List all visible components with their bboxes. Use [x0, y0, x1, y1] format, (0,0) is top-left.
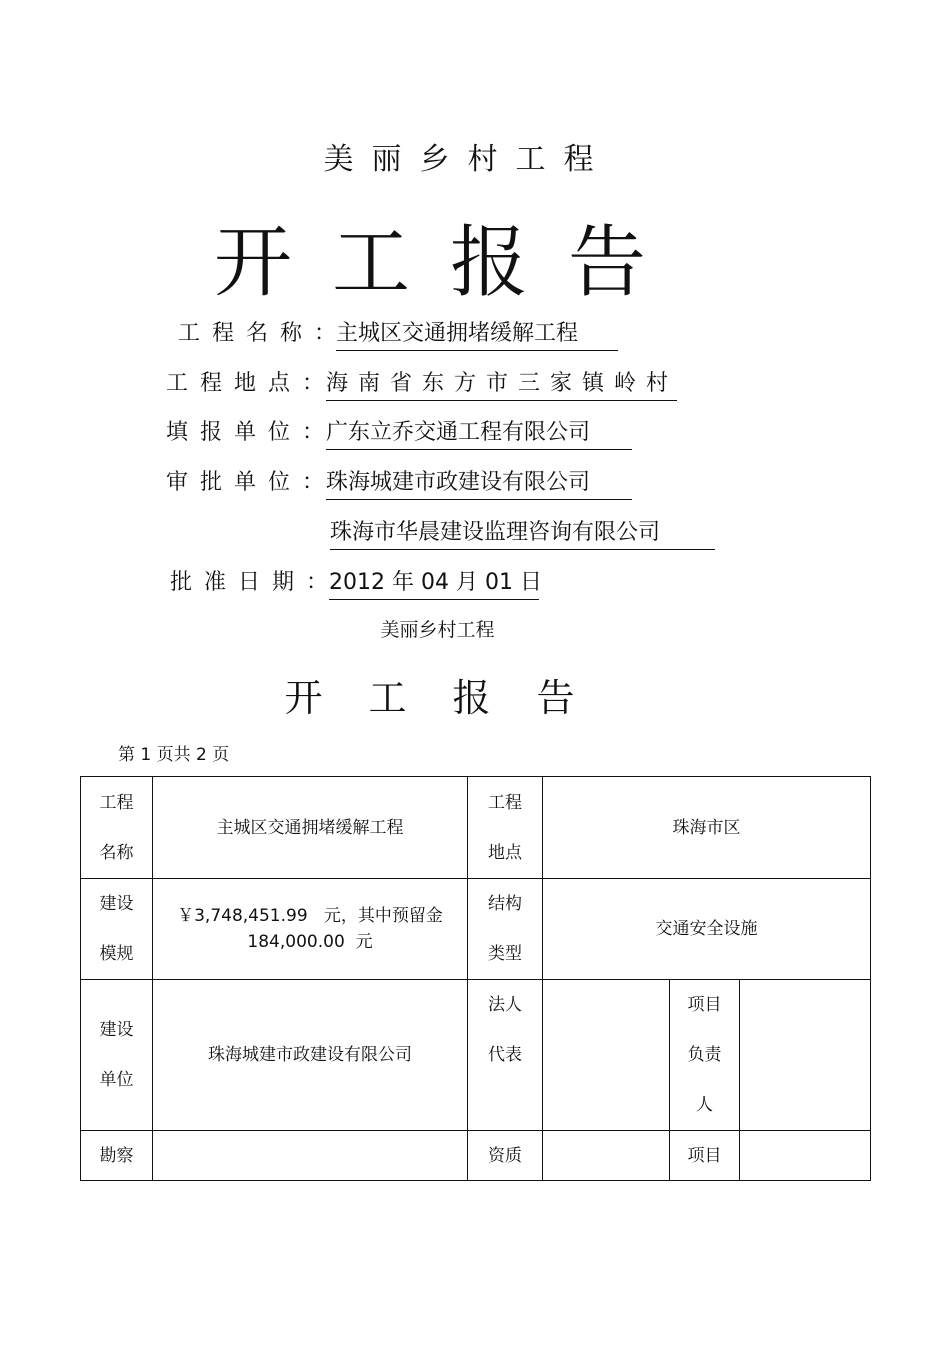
field-value-supervision-unit: 珠海市华晨建设监理咨询有限公司 [330, 515, 715, 550]
project-name-label: 工程名称 [99, 792, 134, 863]
construction-unit-label: 建设单位 [99, 1020, 134, 1090]
cover-subtitle: 美丽乡村工程 [323, 142, 612, 177]
field-label-reporting-unit: 填报单位： [166, 420, 337, 445]
legal-representative-value [543, 980, 670, 1131]
project-value [740, 1131, 871, 1181]
survey-value [153, 1131, 468, 1181]
table-row [81, 980, 871, 1131]
construction-scale-label: 建设模规 [99, 894, 134, 964]
page-indicator: 第 1 页共 2 页 [118, 745, 230, 765]
project-manager-value [740, 980, 871, 1131]
construction-unit-value: 珠海城建市政建设有限公司 [153, 980, 468, 1131]
table-row [81, 1131, 871, 1181]
project-location-value: 珠海市区 [543, 777, 871, 879]
structure-type-value: 交通安全设施 [543, 879, 871, 980]
survey-label: 勘察 [81, 1131, 153, 1181]
field-label-approval-unit: 审批单位： [166, 470, 337, 495]
field-value-reporting-unit: 广东立乔交通工程有限公司 [326, 415, 632, 450]
report-subtitle: 美丽乡村工程 [380, 619, 495, 641]
field-value-approval-date: 2012 年 04 月 01 日 [329, 565, 539, 600]
field-value-project-location: 海南省东方市三家镇岭村 [326, 366, 677, 401]
field-label-approval-date: 批准日期： [170, 570, 341, 595]
project-manager-label: 项目负责人 [687, 995, 722, 1115]
qualification-label: 资质 [468, 1131, 543, 1181]
field-value-project-name: 主城区交通拥堵缓解工程 [336, 316, 618, 351]
field-value-approval-unit: 珠海城建市政建设有限公司 [326, 465, 632, 500]
project-name-value: 主城区交通拥堵缓解工程 [153, 777, 468, 879]
project-label: 项目 [670, 1131, 740, 1181]
report-title: 开工报告 [284, 676, 621, 720]
scale-reserve-line: 184,000.00 元 [247, 932, 373, 952]
legal-representative-label: 法人代表 [488, 995, 522, 1065]
report-table [80, 776, 871, 1181]
table-row [81, 777, 871, 879]
field-label-project-name: 工程名称： [178, 321, 349, 346]
construction-scale-value [153, 879, 468, 980]
scale-amount-line: ￥3,748,451.99 元，其中预留金 [177, 906, 443, 926]
cover-title: 开工报告 [213, 218, 686, 308]
qualification-value [543, 1131, 670, 1181]
field-label-project-location: 工程地点： [166, 371, 337, 396]
structure-type-label: 结构类型 [488, 894, 522, 964]
table-row [81, 879, 871, 980]
project-location-label: 工程地点 [488, 792, 522, 863]
